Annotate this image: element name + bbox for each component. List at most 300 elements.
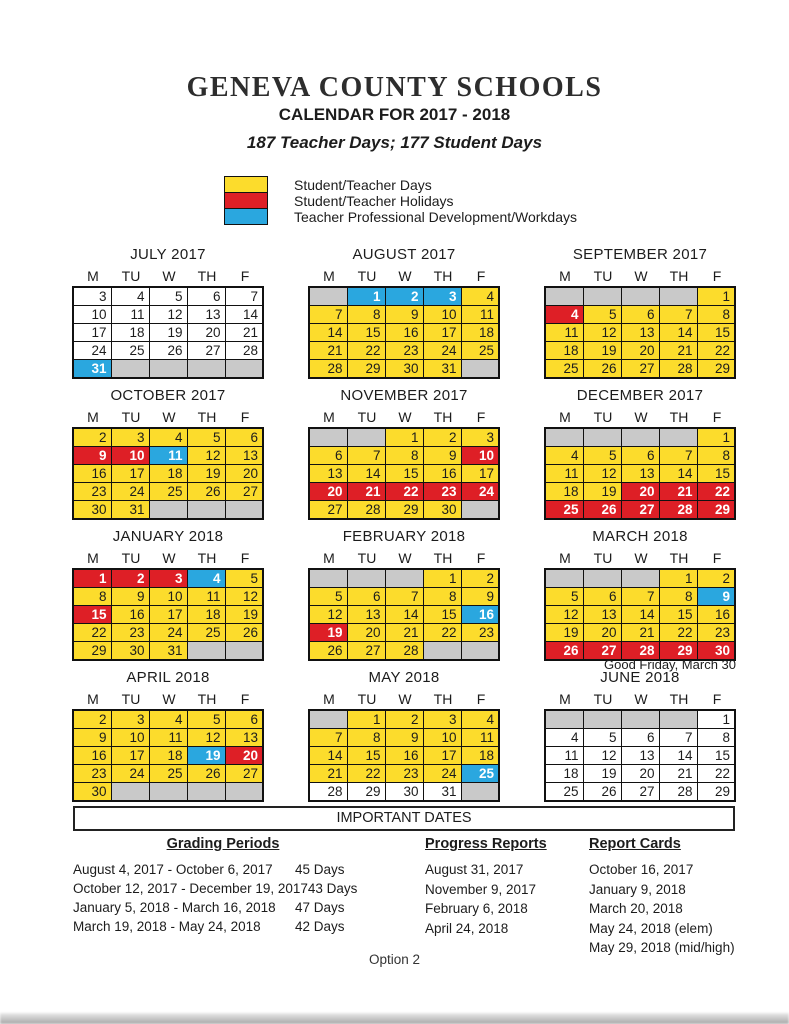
week-row xyxy=(545,624,735,642)
day-cell: 28 xyxy=(225,342,263,360)
week-row xyxy=(309,588,499,606)
blank-cell xyxy=(583,428,621,447)
day-cell: 4 xyxy=(149,428,187,447)
day-cell: 8 xyxy=(347,306,385,324)
weekday-label: W xyxy=(398,268,412,284)
day-cell: 11 xyxy=(187,588,225,606)
blank-cell xyxy=(461,783,499,802)
day-cell: 9 xyxy=(73,447,111,465)
weekday-label: TH xyxy=(197,409,217,425)
week-row xyxy=(73,360,263,379)
day-cell: 29 xyxy=(347,783,385,802)
legend-label: Student/Teacher Holidays xyxy=(294,192,454,209)
day-cell: 8 xyxy=(73,588,111,606)
weekday-label: M xyxy=(323,268,335,284)
day-cell: 2 xyxy=(697,569,735,588)
month-title: NOVEMBER 2017 xyxy=(340,387,468,404)
day-cell: 3 xyxy=(111,710,149,729)
day-cell: 21 xyxy=(347,483,385,501)
day-cell: 17 xyxy=(111,747,149,765)
day-cell: 26 xyxy=(225,624,263,642)
day-cell: 19 xyxy=(225,606,263,624)
blank-cell xyxy=(583,287,621,306)
day-cell: 26 xyxy=(583,501,621,520)
day-cell: 11 xyxy=(111,306,149,324)
day-cell: 10 xyxy=(149,588,187,606)
week-row xyxy=(309,624,499,642)
week-row xyxy=(309,324,499,342)
week-row xyxy=(73,465,263,483)
day-cell: 10 xyxy=(73,306,111,324)
day-cell: 6 xyxy=(347,588,385,606)
week-row xyxy=(545,324,735,342)
week-row xyxy=(309,729,499,747)
weekday-label: F xyxy=(476,550,486,566)
weekday-label: TH xyxy=(669,268,689,284)
weekday-label: W xyxy=(162,409,176,425)
month-title: MARCH 2018 xyxy=(592,528,688,545)
day-cell: 14 xyxy=(225,306,263,324)
day-cell: 3 xyxy=(423,287,461,306)
day-cell: 2 xyxy=(73,428,111,447)
week-row xyxy=(309,783,499,802)
day-cell: 25 xyxy=(461,342,499,360)
day-cell: 26 xyxy=(309,642,347,661)
weekday-label: W xyxy=(634,268,648,284)
day-cell: 20 xyxy=(187,324,225,342)
month-title: OCTOBER 2017 xyxy=(110,387,226,404)
days-summary: 187 Teacher Days; 177 Student Days xyxy=(246,133,543,152)
weekday-label: M xyxy=(87,409,99,425)
day-cell: 26 xyxy=(583,360,621,379)
day-cell: 18 xyxy=(461,747,499,765)
day-cell: 27 xyxy=(187,342,225,360)
student-teacher-days-swatch xyxy=(224,176,268,193)
day-cell: 4 xyxy=(461,710,499,729)
blank-cell xyxy=(187,501,225,520)
day-cell: 4 xyxy=(187,569,225,588)
week-row xyxy=(309,569,499,588)
grading-period-range: March 19, 2018 - May 24, 2018 xyxy=(73,919,261,934)
blank-cell xyxy=(621,287,659,306)
day-cell: 6 xyxy=(583,588,621,606)
week-row xyxy=(309,306,499,324)
day-cell: 16 xyxy=(461,606,499,624)
day-cell: 9 xyxy=(461,588,499,606)
day-cell: 18 xyxy=(461,324,499,342)
months-grid xyxy=(72,246,736,810)
weekday-label: M xyxy=(87,268,99,284)
option-label: Option 2 xyxy=(368,952,421,967)
week-row xyxy=(73,642,263,661)
day-cell: 10 xyxy=(111,729,149,747)
day-cell: 13 xyxy=(225,729,263,747)
day-cell: 26 xyxy=(187,483,225,501)
day-cell: 14 xyxy=(659,324,697,342)
day-cell: 1 xyxy=(659,569,697,588)
report-card-date: March 20, 2018 xyxy=(589,901,683,916)
blank-cell xyxy=(545,710,583,729)
day-cell: 22 xyxy=(697,342,735,360)
day-cell: 7 xyxy=(347,447,385,465)
blank-cell xyxy=(225,642,263,661)
scan-edge-artifact xyxy=(0,1013,789,1024)
day-cell: 18 xyxy=(149,465,187,483)
progress-report-date: August 31, 2017 xyxy=(425,862,524,877)
day-cell: 23 xyxy=(385,342,423,360)
weekday-label: TU xyxy=(357,550,377,566)
day-cell: 11 xyxy=(149,729,187,747)
progress-report-date: November 9, 2017 xyxy=(425,881,537,897)
day-cell: 12 xyxy=(187,729,225,747)
day-cell: 8 xyxy=(423,588,461,606)
week-row xyxy=(309,483,499,501)
day-cell: 8 xyxy=(697,729,735,747)
report-card-date: January 9, 2018 xyxy=(589,881,686,897)
day-cell: 7 xyxy=(659,447,697,465)
day-cell: 8 xyxy=(347,729,385,747)
week-row xyxy=(73,501,263,520)
day-cell: 3 xyxy=(149,569,187,588)
day-cell: 5 xyxy=(583,447,621,465)
day-cell: 2 xyxy=(111,569,149,588)
weekday-label: F xyxy=(476,691,486,707)
day-cell: 5 xyxy=(187,428,225,447)
day-cell: 28 xyxy=(659,360,697,379)
grading-period-row xyxy=(73,860,373,879)
month-title: JANUARY 2018 xyxy=(112,528,224,545)
weekday-label: M xyxy=(87,691,99,707)
day-cell: 22 xyxy=(347,765,385,783)
day-cell: 19 xyxy=(309,624,347,642)
week-row xyxy=(73,342,263,360)
day-cell: 15 xyxy=(73,606,111,624)
weekday-header-row xyxy=(546,691,736,707)
report-card-date: May 29, 2018 (mid/high) xyxy=(589,940,735,955)
month-february-2018 xyxy=(308,528,500,669)
weekday-header-row xyxy=(74,268,264,284)
day-cell: 15 xyxy=(659,606,697,624)
week-row xyxy=(73,287,263,306)
day-cell: 27 xyxy=(225,483,263,501)
day-cell: 20 xyxy=(225,465,263,483)
day-cell: 8 xyxy=(697,447,735,465)
blank-cell xyxy=(111,360,149,379)
weekday-label: M xyxy=(559,409,571,425)
day-cell: 4 xyxy=(545,306,583,324)
weekday-label: M xyxy=(323,409,335,425)
blank-cell xyxy=(309,710,347,729)
day-cell: 27 xyxy=(347,642,385,661)
day-cell: 9 xyxy=(423,447,461,465)
day-cell: 23 xyxy=(385,765,423,783)
blank-cell xyxy=(621,710,659,729)
month-grid xyxy=(308,568,500,661)
day-cell: 11 xyxy=(149,447,187,465)
day-cell: 23 xyxy=(73,765,111,783)
day-cell: 16 xyxy=(423,465,461,483)
grading-periods-heading: Grading Periods xyxy=(166,836,280,852)
day-cell: 14 xyxy=(659,747,697,765)
day-cell: 12 xyxy=(187,447,225,465)
day-cell: 13 xyxy=(187,306,225,324)
day-cell: 19 xyxy=(583,342,621,360)
legend xyxy=(224,176,577,225)
day-cell: 3 xyxy=(423,710,461,729)
day-cell: 7 xyxy=(659,306,697,324)
day-cell: 28 xyxy=(309,360,347,379)
weekday-label: TU xyxy=(121,409,141,425)
day-cell: 30 xyxy=(111,642,149,661)
day-cell: 29 xyxy=(659,642,697,661)
week-row xyxy=(73,588,263,606)
day-cell: 28 xyxy=(659,501,697,520)
day-cell: 12 xyxy=(149,306,187,324)
day-cell: 12 xyxy=(545,606,583,624)
day-cell: 26 xyxy=(545,642,583,661)
week-row xyxy=(545,783,735,802)
day-cell: 23 xyxy=(73,483,111,501)
week-row xyxy=(73,710,263,729)
blank-cell xyxy=(583,569,621,588)
weekday-label: F xyxy=(240,409,250,425)
day-cell: 16 xyxy=(73,747,111,765)
day-cell: 25 xyxy=(461,765,499,783)
day-cell: 1 xyxy=(697,287,735,306)
day-cell: 15 xyxy=(697,324,735,342)
day-cell: 6 xyxy=(621,447,659,465)
day-cell: 26 xyxy=(583,783,621,802)
day-cell: 21 xyxy=(385,624,423,642)
day-cell: 6 xyxy=(225,428,263,447)
week-row xyxy=(545,287,735,306)
blank-cell xyxy=(461,642,499,661)
day-cell: 13 xyxy=(347,606,385,624)
week-row xyxy=(73,606,263,624)
day-cell: 31 xyxy=(73,360,111,379)
grading-period-days: 45 Days xyxy=(295,862,345,877)
weekday-label: W xyxy=(634,691,648,707)
day-cell: 9 xyxy=(111,588,149,606)
blank-cell xyxy=(149,360,187,379)
month-grid xyxy=(544,286,736,379)
day-cell: 12 xyxy=(583,465,621,483)
day-cell: 6 xyxy=(309,447,347,465)
month-september-2017 xyxy=(544,246,736,387)
legend-label: Student/Teacher Days xyxy=(294,176,432,193)
day-cell: 25 xyxy=(545,360,583,379)
day-cell: 30 xyxy=(385,783,423,802)
day-cell: 17 xyxy=(423,747,461,765)
month-note: Good Friday, March 30 xyxy=(604,657,736,672)
report-card-date: May 24, 2018 (elem) xyxy=(589,920,713,936)
day-cell: 20 xyxy=(583,624,621,642)
day-cell: 25 xyxy=(545,783,583,802)
report-cards-column xyxy=(589,836,735,958)
day-cell: 17 xyxy=(423,324,461,342)
day-cell: 5 xyxy=(583,729,621,747)
weekday-label: F xyxy=(712,691,722,707)
month-title: DECEMBER 2017 xyxy=(576,387,704,404)
day-cell: 4 xyxy=(545,729,583,747)
day-cell: 18 xyxy=(545,483,583,501)
day-cell: 9 xyxy=(385,306,423,324)
weekday-label: TU xyxy=(593,550,613,566)
day-cell: 16 xyxy=(385,324,423,342)
day-cell: 4 xyxy=(111,287,149,306)
month-title: JUNE 2018 xyxy=(600,669,680,686)
blank-cell xyxy=(347,428,385,447)
week-row xyxy=(545,360,735,379)
day-cell: 1 xyxy=(347,287,385,306)
day-cell: 13 xyxy=(621,324,659,342)
day-cell: 30 xyxy=(73,783,111,802)
weekday-label: TH xyxy=(433,409,453,425)
week-row xyxy=(73,569,263,588)
blank-cell xyxy=(583,710,621,729)
day-cell: 7 xyxy=(309,306,347,324)
day-cell: 23 xyxy=(111,624,149,642)
weekday-label: M xyxy=(87,550,99,566)
day-cell: 13 xyxy=(583,606,621,624)
weekday-header-row xyxy=(310,268,500,284)
important-dates-body xyxy=(73,836,735,964)
week-row xyxy=(73,447,263,465)
report-cards-list xyxy=(589,860,735,958)
day-cell: 22 xyxy=(697,483,735,501)
day-cell: 25 xyxy=(149,765,187,783)
weekday-header-row xyxy=(74,691,264,707)
day-cell: 21 xyxy=(659,342,697,360)
day-cell: 28 xyxy=(309,783,347,802)
weekday-label: W xyxy=(398,409,412,425)
day-cell: 29 xyxy=(697,783,735,802)
day-cell: 15 xyxy=(423,606,461,624)
day-cell: 4 xyxy=(461,287,499,306)
day-cell: 12 xyxy=(583,747,621,765)
blank-cell xyxy=(309,287,347,306)
blank-cell xyxy=(423,642,461,661)
month-grid xyxy=(544,709,736,802)
day-cell: 15 xyxy=(697,747,735,765)
day-cell: 1 xyxy=(385,428,423,447)
day-cell: 1 xyxy=(73,569,111,588)
blank-cell xyxy=(111,783,149,802)
day-cell: 1 xyxy=(697,710,735,729)
day-cell: 2 xyxy=(385,710,423,729)
month-title: AUGUST 2017 xyxy=(352,246,456,263)
weekday-label: TU xyxy=(357,409,377,425)
month-grid xyxy=(544,568,736,661)
day-cell: 31 xyxy=(149,642,187,661)
grading-period-range: August 4, 2017 - October 6, 2017 xyxy=(73,862,273,877)
day-cell: 29 xyxy=(347,360,385,379)
day-cell: 29 xyxy=(385,501,423,520)
day-cell: 26 xyxy=(187,765,225,783)
day-cell: 22 xyxy=(659,624,697,642)
legend-row xyxy=(224,208,577,225)
day-cell: 7 xyxy=(659,729,697,747)
day-cell: 14 xyxy=(347,465,385,483)
weekday-label: TH xyxy=(669,691,689,707)
day-cell: 20 xyxy=(225,747,263,765)
day-cell: 28 xyxy=(659,783,697,802)
day-cell: 15 xyxy=(347,324,385,342)
day-cell: 10 xyxy=(461,447,499,465)
weekday-label: TU xyxy=(593,268,613,284)
progress-report-date: April 24, 2018 xyxy=(425,920,509,936)
day-cell: 23 xyxy=(461,624,499,642)
week-row xyxy=(309,606,499,624)
blank-cell xyxy=(385,569,423,588)
week-row xyxy=(73,428,263,447)
grading-period-row xyxy=(73,898,373,917)
day-cell: 16 xyxy=(111,606,149,624)
day-cell: 4 xyxy=(545,447,583,465)
month-grid xyxy=(308,709,500,802)
blank-cell xyxy=(659,428,697,447)
weekday-label: F xyxy=(712,550,722,566)
day-cell: 5 xyxy=(187,710,225,729)
month-grid xyxy=(308,427,500,520)
day-cell: 18 xyxy=(545,342,583,360)
day-cell: 5 xyxy=(545,588,583,606)
day-cell: 17 xyxy=(149,606,187,624)
blank-cell xyxy=(309,428,347,447)
blank-cell xyxy=(149,501,187,520)
blank-cell xyxy=(545,569,583,588)
day-cell: 31 xyxy=(423,360,461,379)
month-august-2017 xyxy=(308,246,500,387)
weekday-label: TH xyxy=(433,268,453,284)
month-title: SEPTEMBER 2017 xyxy=(572,246,708,263)
day-cell: 12 xyxy=(225,588,263,606)
day-cell: 20 xyxy=(309,483,347,501)
blank-cell xyxy=(347,569,385,588)
day-cell: 3 xyxy=(111,428,149,447)
blank-cell xyxy=(187,642,225,661)
day-cell: 16 xyxy=(697,606,735,624)
day-cell: 26 xyxy=(149,342,187,360)
week-row xyxy=(309,765,499,783)
week-row xyxy=(309,501,499,520)
weekday-label: TU xyxy=(121,550,141,566)
day-cell: 2 xyxy=(73,710,111,729)
day-cell: 6 xyxy=(187,287,225,306)
week-row xyxy=(545,569,735,588)
week-row xyxy=(545,465,735,483)
week-row xyxy=(309,710,499,729)
blank-cell xyxy=(225,360,263,379)
report-card-date: October 16, 2017 xyxy=(589,862,694,877)
blank-cell xyxy=(545,287,583,306)
report-cards-heading: Report Cards xyxy=(589,836,681,852)
month-grid xyxy=(72,568,264,661)
day-cell: 25 xyxy=(187,624,225,642)
day-cell: 9 xyxy=(697,588,735,606)
progress-report-date: February 6, 2018 xyxy=(425,901,528,916)
day-cell: 1 xyxy=(347,710,385,729)
day-cell: 18 xyxy=(111,324,149,342)
day-cell: 14 xyxy=(659,465,697,483)
weekday-label: TU xyxy=(121,691,141,707)
day-cell: 15 xyxy=(697,465,735,483)
week-row xyxy=(545,729,735,747)
month-june-2018 xyxy=(544,669,736,810)
day-cell: 22 xyxy=(423,624,461,642)
calendar-year-title: CALENDAR FOR 2017 - 2018 xyxy=(278,105,511,124)
weekday-header-row xyxy=(74,409,264,425)
